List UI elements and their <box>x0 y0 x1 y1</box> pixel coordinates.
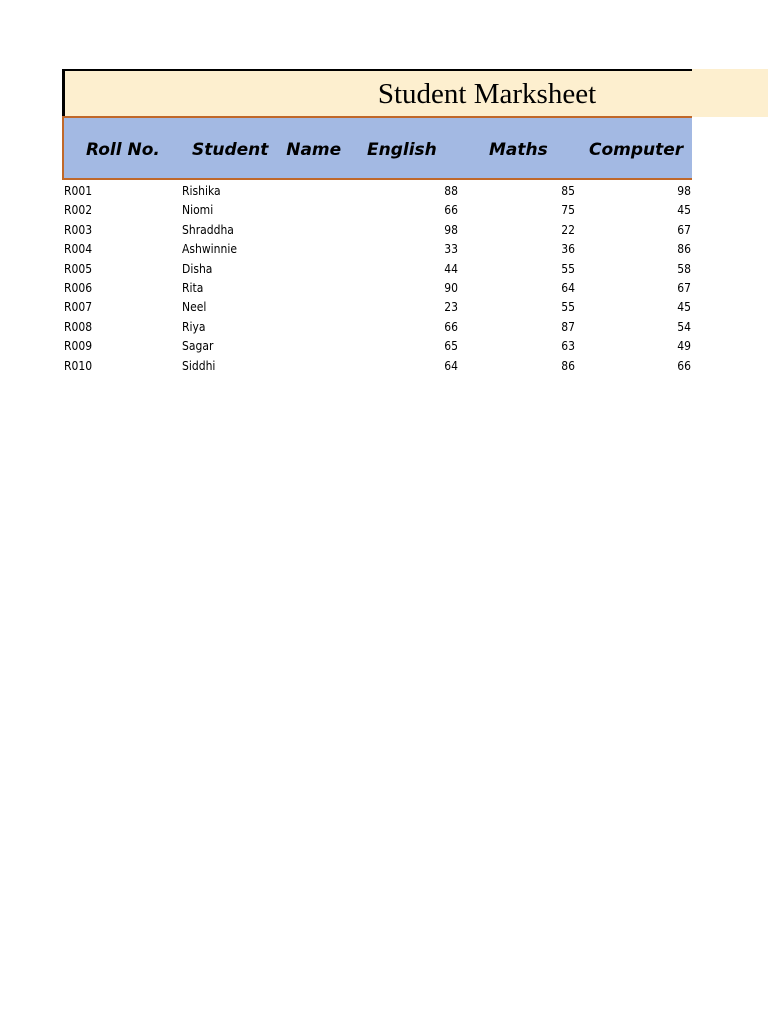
table-row <box>0 357 768 376</box>
cell-name: Riya <box>182 319 206 334</box>
cell-name: Disha <box>182 261 213 276</box>
cell-computer: 86 <box>677 242 691 257</box>
cell-roll: R009 <box>64 339 93 354</box>
cell-roll: R008 <box>64 319 93 334</box>
cell-computer: 45 <box>677 300 691 315</box>
cell-english: 64 <box>444 358 458 373</box>
title-top-border <box>62 69 692 71</box>
cell-english: 90 <box>444 280 458 295</box>
cell-roll: R006 <box>64 280 93 295</box>
cell-roll: R010 <box>64 358 93 373</box>
cell-name: Neel <box>182 300 207 315</box>
cell-computer: 67 <box>677 280 691 295</box>
header-computer: Computer <box>589 140 684 160</box>
cell-english: 88 <box>444 184 458 198</box>
table-row <box>0 240 768 259</box>
cell-english: 66 <box>444 203 458 218</box>
cell-computer: 66 <box>677 358 691 373</box>
cell-computer: 54 <box>677 319 691 334</box>
cell-name: Sagar <box>182 339 214 354</box>
cell-name: Niomi <box>182 203 214 218</box>
cell-english: 33 <box>444 242 458 257</box>
cell-computer: 58 <box>677 261 691 276</box>
table-row <box>0 318 768 337</box>
cell-english: 66 <box>444 319 458 334</box>
header-english: English <box>367 140 437 160</box>
cell-maths: 55 <box>561 300 575 315</box>
cell-name: Shraddha <box>182 222 234 237</box>
table-row <box>0 298 768 317</box>
data-rows <box>0 182 768 376</box>
header-roll-no: Roll No. <box>86 140 160 160</box>
cell-roll: R001 <box>64 184 93 198</box>
cell-roll: R004 <box>64 242 93 257</box>
cell-maths: 36 <box>561 242 575 257</box>
cell-computer: 67 <box>677 222 691 237</box>
cell-name: Siddhi <box>182 358 216 373</box>
table-row <box>0 279 768 298</box>
cell-name: Rita <box>182 280 204 295</box>
header-maths: Maths <box>489 140 548 160</box>
sheet-title: Student Marksheet <box>377 78 597 110</box>
table-row <box>0 260 768 279</box>
cell-maths: 87 <box>561 319 575 334</box>
table-row <box>0 221 768 240</box>
cell-computer: 49 <box>677 339 691 354</box>
cell-maths: 85 <box>561 184 575 198</box>
cell-roll: R007 <box>64 300 93 315</box>
table-row <box>0 182 768 201</box>
cell-name: Ashwinnie <box>182 242 238 257</box>
cell-name: Rishika <box>182 184 221 198</box>
cell-maths: 55 <box>561 261 575 276</box>
table-row <box>0 337 768 356</box>
cell-computer: 45 <box>677 203 691 218</box>
cell-maths: 86 <box>561 358 575 373</box>
cell-roll: R003 <box>64 222 93 237</box>
cell-english: 98 <box>444 222 458 237</box>
cell-roll: R002 <box>64 203 93 218</box>
cell-maths: 63 <box>561 339 575 354</box>
table-row <box>0 201 768 220</box>
cell-maths: 22 <box>561 222 575 237</box>
cell-maths: 64 <box>561 280 575 295</box>
cell-english: 44 <box>444 261 458 276</box>
cell-roll: R005 <box>64 261 93 276</box>
header-student-name: Student Name <box>192 140 342 160</box>
cell-computer: 98 <box>677 184 691 198</box>
cell-english: 65 <box>444 339 458 354</box>
cell-english: 23 <box>444 300 458 315</box>
cell-maths: 75 <box>561 203 575 218</box>
